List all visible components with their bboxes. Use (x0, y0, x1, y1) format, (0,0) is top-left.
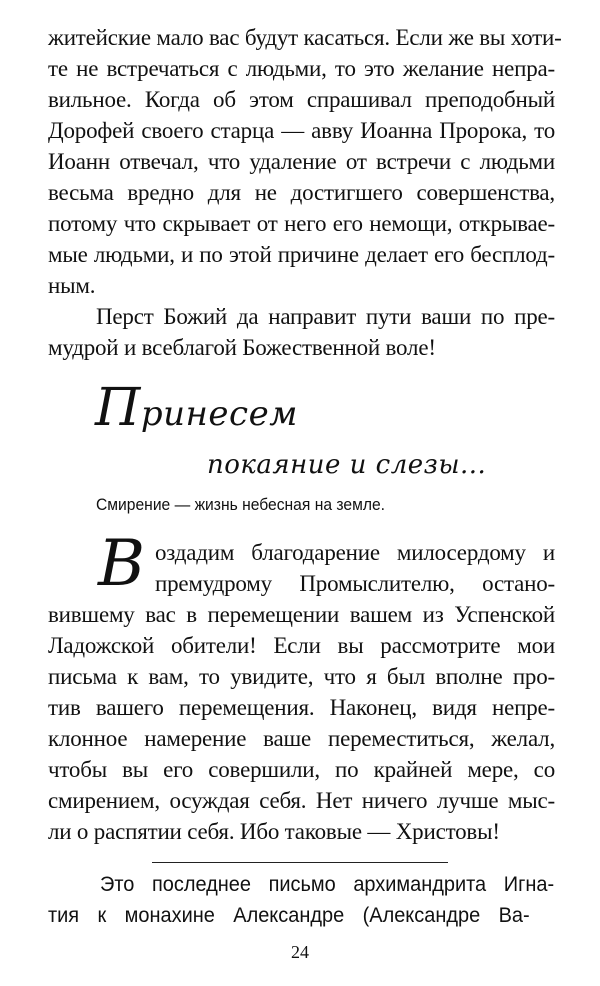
text-line: ным. (48, 273, 96, 298)
drop-cap: В (98, 527, 146, 601)
text-line: житейские мало вас будут касаться. Если же вы хоти- (48, 25, 562, 50)
footnote-line: тия к монахине Александре (Александре Ва- (48, 904, 530, 927)
text-line: мые людьми, и по этой причине делает его бесплод- (48, 242, 555, 267)
text-line: смирением, осуждая себя. Нет ничего лучше мыс- (48, 788, 555, 813)
text-line: вильное. Когда об этом спрашивал преподобный (48, 87, 555, 112)
text-line: письма к вам, то увидите, что я был вполне про- (48, 664, 555, 689)
footnote-line: Это последнее письмо архимандрита Игна- (100, 873, 555, 896)
heading-line-2: покаяние и слезы... (207, 450, 487, 480)
heading-initial: П (95, 378, 141, 438)
text-line: Иоанн отвечал, что удаление от встречи с людьми (48, 149, 555, 174)
text-line: премудрому Промыслителю, остано- (155, 571, 555, 596)
page-number: 24 (291, 942, 309, 962)
text-line: мудрой и всеблагой Божественной воле! (48, 335, 436, 360)
text-line: Перст Божий да направит пути ваши по пре- (96, 304, 555, 329)
text-line: чтобы вы его совершили, по крайней мере, со (48, 757, 555, 782)
text-line: ли о распятии себя. Ибо таковые — Христовы! (48, 819, 500, 844)
text-line: оздадим благодарение милосердому и (155, 540, 555, 565)
text-line: вившему вас в перемещении вашем из Успенской (48, 602, 555, 627)
heading-line-1 (95, 378, 298, 438)
text-line: весьма вредно для не достигшего совершенства, (48, 180, 555, 205)
text-line: Дорофей своего старца — авву Иоанна Пророка, то (48, 118, 555, 143)
text-line: те не встречаться с людьми, то это желание непра- (48, 56, 555, 81)
heading-text: ринесем (140, 394, 298, 434)
epigraph: Смирение — жизнь небесная на земле. (96, 495, 385, 514)
text-line: Ладожской обители! Если вы рассмотрите мои (48, 633, 555, 658)
text-line: потому что скрывает от него его немощи, открывае- (48, 211, 555, 236)
text-line: клонное намерение ваше переместиться, желал, (48, 726, 555, 751)
footnote-divider (152, 862, 448, 863)
text-line: тив вашего перемещения. Наконец, видя непре- (48, 695, 555, 720)
